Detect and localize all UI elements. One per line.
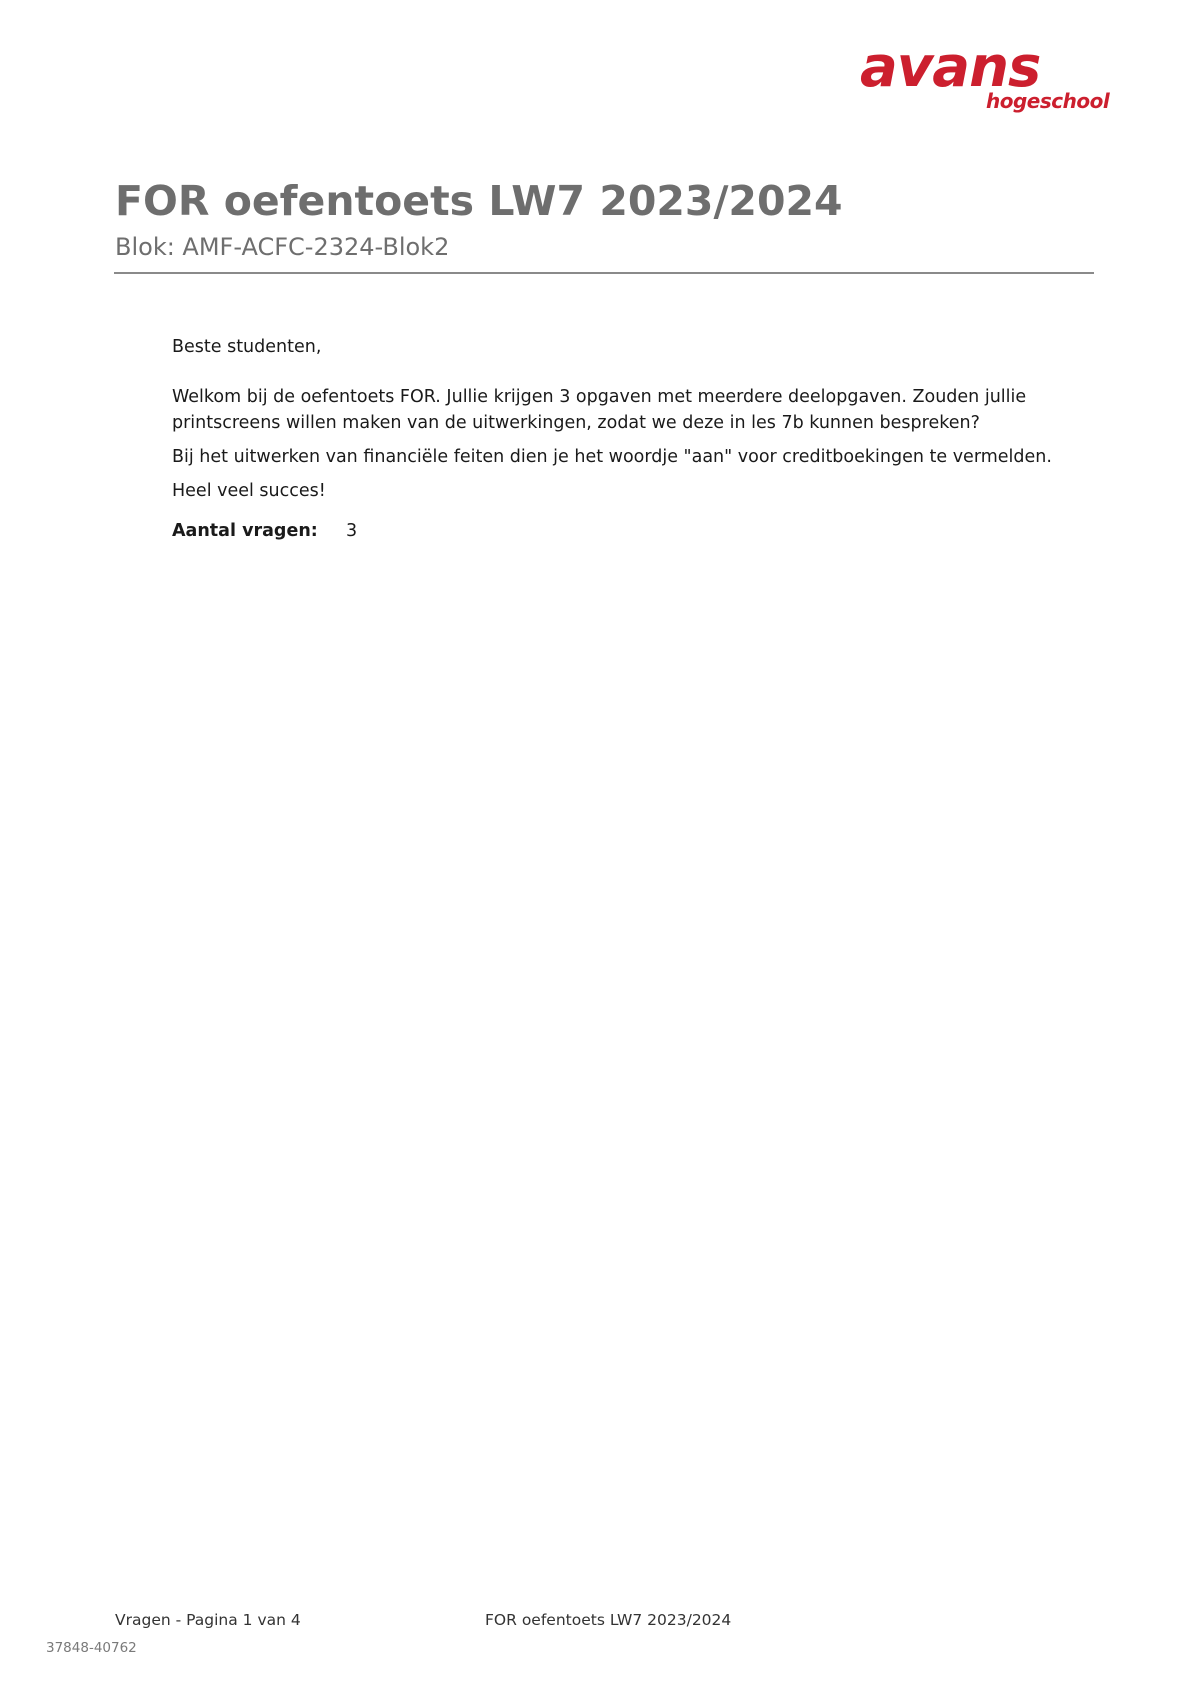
- document-id: 37848-40762: [46, 1640, 137, 1656]
- logo-subtitle: hogeschool: [986, 89, 1110, 113]
- avans-hogeschool-logo: [860, 35, 1110, 120]
- logo-wordmark: avans: [860, 35, 1041, 100]
- intro-paragraph-1: Welkom bij de oefentoets FOR. Jullie krijgen 3 opgaven met meerdere deelopgaven. Zouden jullie printscreens willen maken van de uitwerkingen, zodat we deze in les 7b kunnen bespreken?: [172, 387, 1027, 433]
- greeting-text: Beste studenten,: [172, 337, 322, 357]
- footer-doc-title: FOR oefentoets LW7 2023/2024: [485, 1611, 732, 1629]
- intro-section: [172, 334, 1052, 544]
- intro-paragraph-3: Heel veel succes!: [172, 481, 326, 501]
- block-subtitle: Blok: AMF-ACFC-2324-Blok2: [115, 233, 450, 261]
- question-count-label: Aantal vragen:: [172, 521, 318, 541]
- header-divider: [114, 272, 1094, 274]
- question-count-value: 3: [346, 521, 358, 541]
- intro-paragraph-2: Bij het uitwerken van financiële feiten dien je het woordje "aan" voor creditboekingen te vermelden.: [172, 447, 1052, 467]
- question-count-row: [172, 518, 1052, 544]
- footer-page-info: Vragen - Pagina 1 van 4: [115, 1611, 301, 1629]
- page-title: FOR oefentoets LW7 2023/2024: [115, 177, 843, 225]
